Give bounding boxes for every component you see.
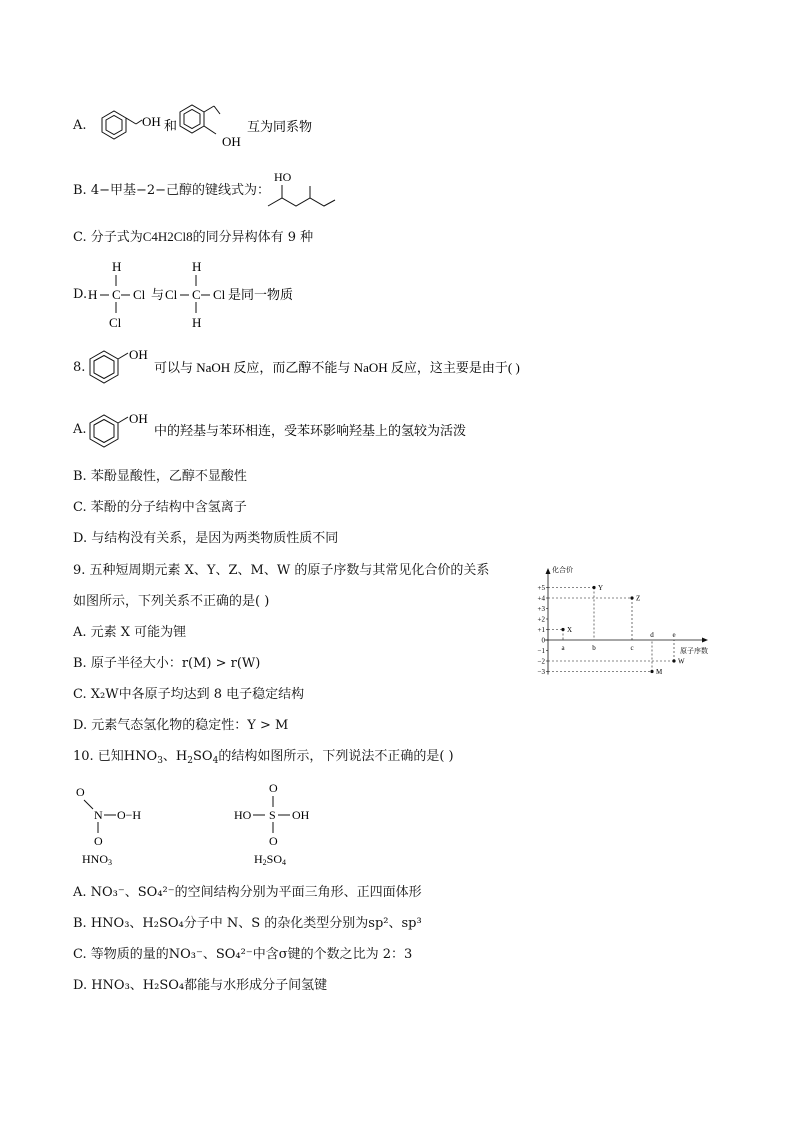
x-axis-label: 原子序数 (680, 647, 708, 655)
q10-option-c: C. 等物质的量的NO₃⁻、SO₄²⁻中含σ键的个数之比为 2：3 (73, 947, 413, 962)
q9-option-d: D. 元素气态氢化物的稳定性：Y > M (73, 718, 289, 733)
y-tick-label: 0 (541, 636, 545, 645)
svg-text:Cl: Cl (165, 287, 178, 302)
and-label: 和 (164, 118, 178, 133)
svg-text:N: N (94, 808, 103, 822)
homolog-text: 互为同系物 (247, 119, 313, 134)
y-tick-label: +5 (537, 584, 545, 592)
svg-text:HO: HO (234, 808, 252, 822)
oh-label: OH (142, 114, 161, 129)
hno3-label: HNO3 (82, 852, 112, 867)
acid-structures (74, 778, 354, 870)
ethylphenol-structure (180, 105, 220, 134)
svg-text:O−H: O−H (117, 808, 142, 822)
valence-chart (530, 560, 730, 684)
svg-text:Cl: Cl (109, 315, 122, 330)
svg-text:O: O (269, 834, 278, 848)
data-point-label: Y (598, 584, 604, 592)
svg-text:H: H (88, 287, 98, 302)
oh-label-2: OH (222, 134, 241, 149)
y-tick-label: +1 (537, 626, 545, 634)
phenol-structure-2 (84, 407, 514, 451)
x-tick-label: c (630, 644, 634, 652)
svg-text:S: S (269, 808, 276, 822)
svg-text:O: O (269, 781, 278, 795)
svg-text:C: C (112, 287, 121, 302)
q10-option-a: A. NO₃⁻、SO₄²⁻的空间结构分别为平面三角形、正四面体形 (73, 885, 422, 900)
data-point-label: M (656, 668, 663, 676)
data-point (650, 670, 653, 673)
hno3-structure (76, 785, 141, 867)
q7-option-d: D. (73, 287, 88, 302)
svg-text:O: O (76, 785, 85, 799)
data-point (592, 586, 595, 589)
data-point (561, 628, 564, 631)
y-axis-arrow (546, 568, 551, 574)
svg-text:OH: OH (129, 347, 148, 362)
svg-text:O: O (94, 834, 103, 848)
q10-option-d: D. HNO₃、H₂SO₄都能与水形成分子间氢键 (73, 978, 328, 993)
y-axis-label: 化合价 (552, 566, 573, 574)
q10-stem: 10. 已知$HNO_3$、$H_2SO_4$的结构如图所示，下列说法不正确的是( ) (73, 749, 454, 766)
svg-text:是同一物质: 是同一物质 (228, 287, 294, 302)
q9-stem-line1: 9. 五种短周期元素 X、Y、Z、M、W 的原子序数与其常见化合价的关系 (73, 563, 490, 578)
svg-text:H: H (192, 259, 202, 274)
benzyl-alcohol-structure (102, 111, 142, 139)
svg-text:中的羟基与苯环相连，受苯环影响羟基上的氢较为活泼: 中的羟基与苯环相连，受苯环影响羟基上的氢较为活泼 (154, 423, 467, 438)
y-tick-label: −1 (537, 647, 545, 655)
data-point-label: Z (636, 594, 641, 603)
svg-text:Cl: Cl (133, 287, 146, 302)
data-point (630, 596, 633, 599)
q7-option-b: B. 4−甲基−2−己醇的键线式为： (73, 183, 271, 198)
q10-option-b: B. HNO₃、H₂SO₄分子中 N、S 的杂化类型分别为sp²、sp³ (73, 916, 422, 931)
q8-option-c: C. 苯酚的分子结构中含氢离子 (73, 500, 247, 515)
ho-label: HO (274, 170, 292, 184)
q8-option-b: B. 苯酚显酸性，乙醇不显酸性 (73, 469, 247, 484)
data-point-label: X (567, 626, 573, 634)
data-point-label: W (678, 657, 685, 666)
q8-option-d: D. 与结构没有关系，是因为两类物质性质不同 (73, 531, 339, 546)
h2so4-structure (234, 781, 310, 867)
svg-text:可以与 NaOH 反应，而乙醇不能与 NaOH 反应，这主要: 可以与 NaOH 反应，而乙醇不能与 NaOH 反应，这主要是由于( ) (154, 360, 520, 375)
x-tick-label: b (592, 644, 596, 652)
x-tick-label: d (650, 631, 654, 639)
y-tick-label: −2 (537, 657, 545, 666)
y-tick-label: −3 (537, 668, 545, 676)
data-point (672, 659, 675, 662)
q9-option-b: B. 原子半径大小：r(M) > r(W) (73, 656, 261, 671)
q9-option-c: C. X₂W中各原子均达到 8 电子稳定结构 (73, 687, 305, 702)
svg-text:Cl: Cl (213, 287, 226, 302)
x-tick-label: e (672, 631, 676, 639)
y-tick-label: +4 (537, 594, 545, 603)
svg-text:OH: OH (129, 411, 148, 426)
svg-text:与: 与 (151, 287, 165, 302)
svg-text:OH: OH (292, 808, 310, 822)
phenol-structure (84, 343, 564, 387)
q9-option-a: A. 元素 X 可能为锂 (73, 625, 187, 640)
q7-option-a: A. (73, 118, 87, 133)
svg-text:H: H (192, 315, 202, 330)
h2so4-label: H2SO4 (254, 852, 287, 867)
q8-option-a: A. (73, 422, 87, 437)
q7-option-c: C. 分子式为C4H2Cl8的同分异构体有 9 种 (73, 229, 314, 245)
skeletal-formula (265, 168, 345, 212)
x-axis-arrow (702, 638, 708, 643)
q9-stem-line2: 如图所示，下列关系不正确的是( ) (73, 594, 270, 609)
svg-text:H: H (112, 259, 122, 274)
q8-stem: 8. (73, 360, 86, 375)
q7-a-structures (86, 100, 326, 152)
x-tick-label: a (561, 644, 565, 652)
dichloromethane-structures (87, 258, 307, 332)
y-tick-label: +3 (537, 605, 545, 613)
svg-text:C: C (192, 287, 201, 302)
y-tick-label: +2 (537, 615, 545, 624)
